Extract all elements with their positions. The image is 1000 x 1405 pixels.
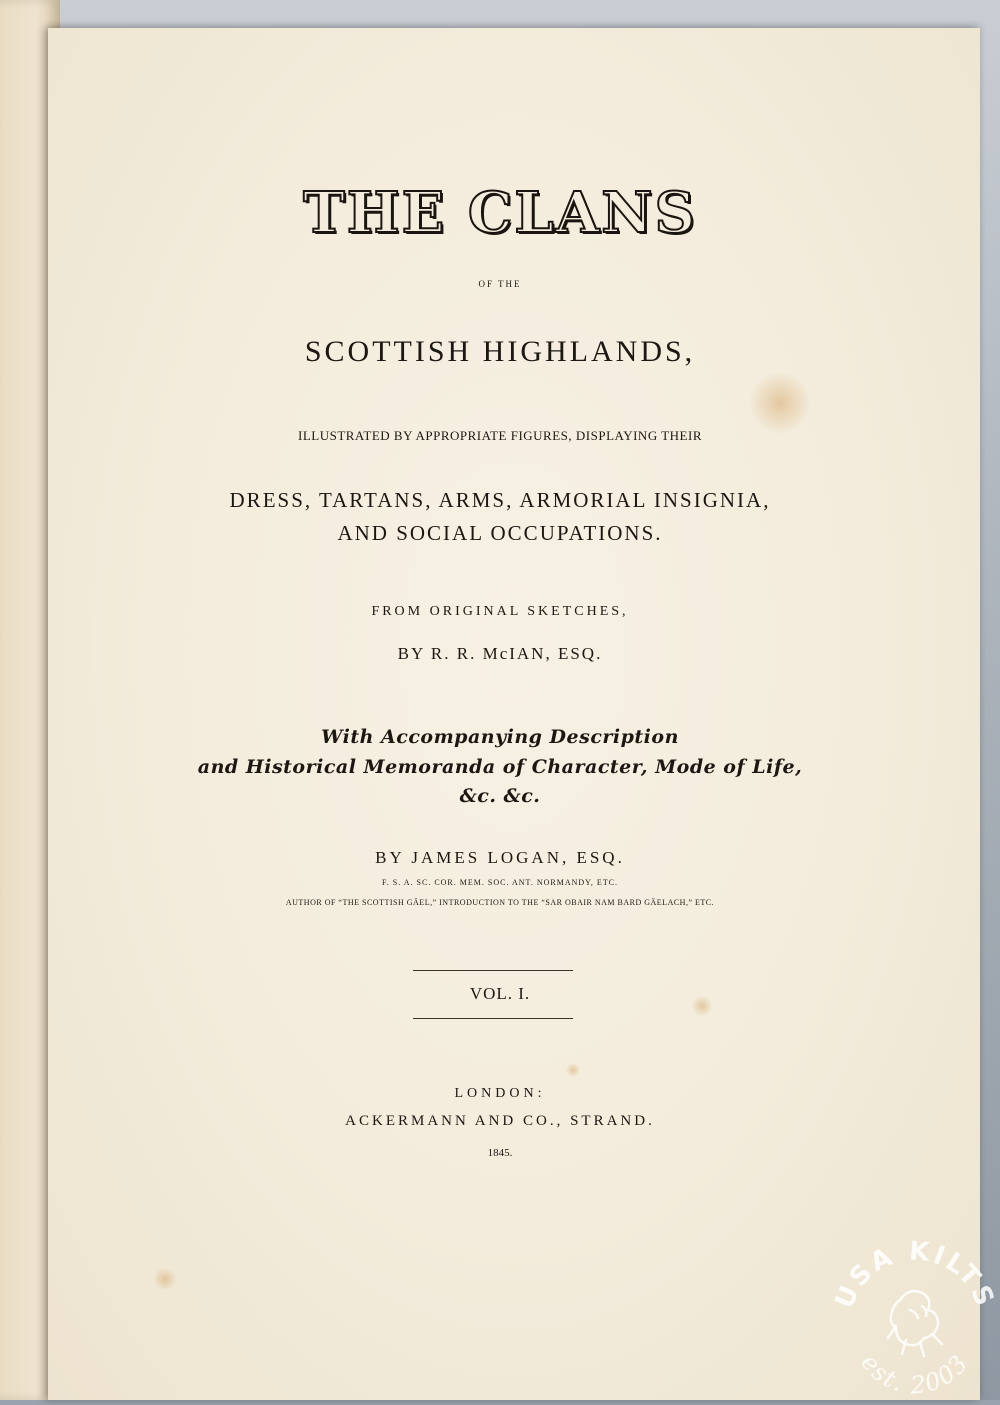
imprint-year: 1845. (487, 1147, 513, 1159)
contents-line-2: AND SOCIAL OCCUPATIONS. (337, 521, 663, 545)
foxing-stain (750, 373, 810, 433)
lion-rampant-icon (888, 1291, 942, 1356)
foxing-stain (154, 1268, 176, 1290)
illustrated-line: ILLUSTRATED BY APPROPRIATE FIGURES, DISPLAYING THEIR (297, 428, 702, 443)
imprint-place: LONDON: (454, 1086, 546, 1101)
author-credentials: F. S. A. SC. COR. MEM. SOC. ANT. NORMANDY, ETC. (381, 878, 619, 887)
watermark-top-text: USA KILTS (830, 1236, 1000, 1313)
foxing-stain (566, 1063, 580, 1077)
watermark-bottom-text: est. 2003 (855, 1348, 975, 1400)
of-the-connector: OF THE (478, 279, 522, 289)
svg-text:USA KILTS (830, 1236, 1000, 1313)
svg-text:est. 2003 (856, 1349, 975, 1400)
description-line-1: With Accompanying Description (321, 726, 679, 748)
divider-rule-top (413, 970, 573, 971)
contents-line-1: DRESS, TARTANS, ARMS, ARMORIAL INSIGNIA, (229, 488, 771, 512)
volume-number: VOL. I. (469, 984, 531, 1003)
divider-rule-bottom (413, 1018, 573, 1019)
description-line-2: and Historical Memoranda of Character, Mode of Life, (197, 756, 803, 778)
sketches-line: FROM ORIGINAL SKETCHES, (371, 604, 629, 619)
usa-kilts-logo (830, 1230, 1000, 1400)
book-title: THE CLANS (303, 180, 697, 246)
illustrator-credit: BY R. R. McIAN, ESQ. (397, 644, 603, 663)
imprint-publisher: ACKERMANN AND CO., STRAND. (345, 1113, 655, 1129)
author-works: AUTHOR OF “THE SCOTTISH GÄEL,” INTRODUCTION TO THE “SAR OBAIR NAM BARD GÄELACH,” ETC. (285, 898, 715, 907)
book-subtitle: SCOTTISH HIGHLANDS, (304, 335, 696, 368)
author-credit: BY JAMES LOGAN, ESQ. (375, 848, 625, 867)
watermark-seal (830, 1230, 1000, 1400)
description-line-3: &c. &c. (459, 785, 541, 807)
